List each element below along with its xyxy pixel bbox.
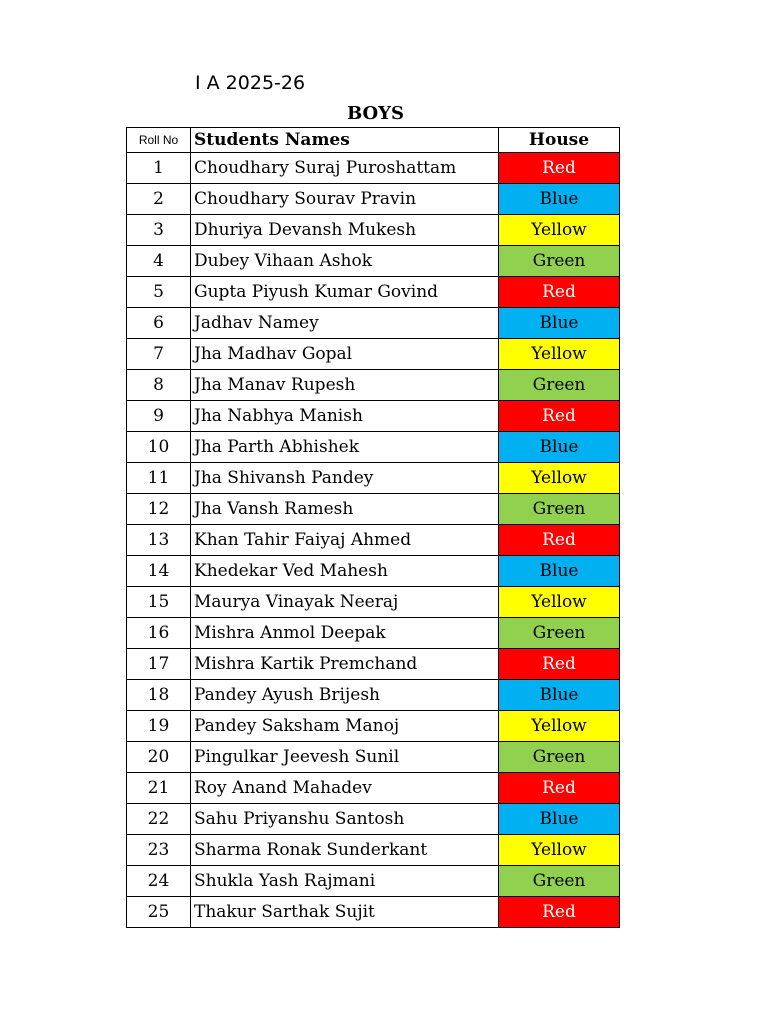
student-name-cell: Sharma Ronak Sunderkant (191, 835, 499, 866)
house-cell: Yellow (499, 215, 620, 246)
student-name-cell: Roy Anand Mahadev (191, 773, 499, 804)
student-name-cell: Pandey Ayush Brijesh (191, 680, 499, 711)
roll-no-cell: 10 (127, 432, 191, 463)
roster-body (127, 153, 620, 928)
house-cell: Green (499, 246, 620, 277)
student-name-cell: Khan Tahir Faiyaj Ahmed (191, 525, 499, 556)
roll-no-cell: 25 (127, 897, 191, 928)
class-title: I A 2025-26 (195, 72, 306, 94)
table-row (127, 215, 620, 246)
student-name-cell: Gupta Piyush Kumar Govind (191, 277, 499, 308)
table-row (127, 246, 620, 277)
house-cell: Green (499, 618, 620, 649)
student-name-cell: Jadhav Namey (191, 308, 499, 339)
roll-no-cell: 21 (127, 773, 191, 804)
house-cell: Yellow (499, 835, 620, 866)
table-row (127, 742, 620, 773)
roll-no-cell: 11 (127, 463, 191, 494)
house-cell: Blue (499, 308, 620, 339)
roll-no-header: Roll No (127, 128, 191, 153)
house-cell: Yellow (499, 711, 620, 742)
table-row (127, 649, 620, 680)
house-cell: Green (499, 742, 620, 773)
students-names-header: Students Names (191, 128, 499, 153)
roll-no-cell: 18 (127, 680, 191, 711)
student-name-cell: Shukla Yash Rajmani (191, 866, 499, 897)
student-name-cell: Khedekar Ved Mahesh (191, 556, 499, 587)
student-name-cell: Maurya Vinayak Neeraj (191, 587, 499, 618)
student-name-cell: Sahu Priyanshu Santosh (191, 804, 499, 835)
roll-no-cell: 5 (127, 277, 191, 308)
header-row (127, 128, 620, 153)
student-name-cell: Jha Parth Abhishek (191, 432, 499, 463)
student-name-cell: Pandey Saksham Manoj (191, 711, 499, 742)
roll-no-cell: 9 (127, 401, 191, 432)
roll-no-cell: 15 (127, 587, 191, 618)
roll-no-cell: 12 (127, 494, 191, 525)
house-cell: Blue (499, 432, 620, 463)
table-row (127, 308, 620, 339)
table-row (127, 463, 620, 494)
table-row (127, 432, 620, 463)
table-row (127, 339, 620, 370)
house-cell: Green (499, 370, 620, 401)
roll-no-cell: 17 (127, 649, 191, 680)
student-name-cell: Mishra Anmol Deepak (191, 618, 499, 649)
house-cell: Yellow (499, 587, 620, 618)
roll-no-cell: 16 (127, 618, 191, 649)
table-row (127, 525, 620, 556)
roll-no-cell: 23 (127, 835, 191, 866)
roll-no-cell: 22 (127, 804, 191, 835)
house-cell: Green (499, 866, 620, 897)
house-cell: Blue (499, 680, 620, 711)
house-cell: Red (499, 277, 620, 308)
student-name-cell: Jha Nabhya Manish (191, 401, 499, 432)
house-cell: Red (499, 897, 620, 928)
house-cell: Yellow (499, 339, 620, 370)
table-row (127, 804, 620, 835)
house-cell: Yellow (499, 463, 620, 494)
student-name-cell: Dhuriya Devansh Mukesh (191, 215, 499, 246)
house-header: House (499, 128, 620, 153)
roll-no-cell: 1 (127, 153, 191, 184)
roll-no-cell: 14 (127, 556, 191, 587)
table-row (127, 618, 620, 649)
roll-no-cell: 13 (127, 525, 191, 556)
house-cell: Blue (499, 556, 620, 587)
table-row (127, 184, 620, 215)
house-cell: Red (499, 649, 620, 680)
house-cell: Red (499, 773, 620, 804)
house-cell: Red (499, 153, 620, 184)
student-name-cell: Jha Vansh Ramesh (191, 494, 499, 525)
house-cell: Blue (499, 804, 620, 835)
roll-no-cell: 4 (127, 246, 191, 277)
student-name-cell: Thakur Sarthak Sujit (191, 897, 499, 928)
student-roster-table (126, 127, 620, 928)
table-row (127, 153, 620, 184)
roll-no-cell: 24 (127, 866, 191, 897)
table-row (127, 711, 620, 742)
table-row (127, 494, 620, 525)
roll-no-cell: 6 (127, 308, 191, 339)
table-row (127, 680, 620, 711)
house-cell: Red (499, 525, 620, 556)
roll-no-cell: 19 (127, 711, 191, 742)
roll-no-cell: 2 (127, 184, 191, 215)
student-name-cell: Jha Manav Rupesh (191, 370, 499, 401)
student-name-cell: Choudhary Suraj Puroshattam (191, 153, 499, 184)
student-name-cell: Pingulkar Jeevesh Sunil (191, 742, 499, 773)
student-name-cell: Jha Shivansh Pandey (191, 463, 499, 494)
student-name-cell: Mishra Kartik Premchand (191, 649, 499, 680)
student-name-cell: Jha Madhav Gopal (191, 339, 499, 370)
roll-no-cell: 7 (127, 339, 191, 370)
table-row (127, 587, 620, 618)
table-row (127, 370, 620, 401)
roll-no-cell: 3 (127, 215, 191, 246)
roll-no-cell: 8 (127, 370, 191, 401)
roll-no-cell: 20 (127, 742, 191, 773)
table-row (127, 835, 620, 866)
house-cell: Green (499, 494, 620, 525)
section-title: BOYS (346, 103, 405, 124)
table-row (127, 773, 620, 804)
table-row (127, 401, 620, 432)
table-row (127, 277, 620, 308)
house-cell: Blue (499, 184, 620, 215)
table-row (127, 556, 620, 587)
student-name-cell: Choudhary Sourav Pravin (191, 184, 499, 215)
house-cell: Red (499, 401, 620, 432)
table-row (127, 866, 620, 897)
table-row (127, 897, 620, 928)
student-name-cell: Dubey Vihaan Ashok (191, 246, 499, 277)
